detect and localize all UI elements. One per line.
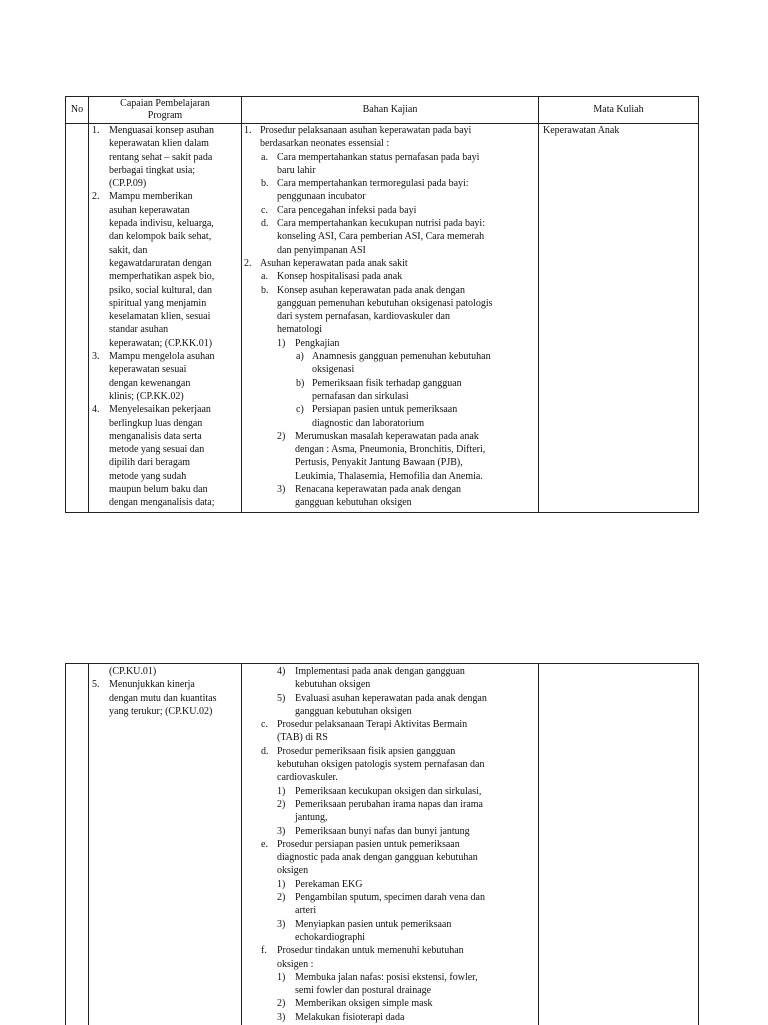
list-item-text: Cara mempertahankan termoregulasi pada bayi: penggunaan incubator	[277, 178, 469, 203]
list-item-text: Cara pencegahan infeksi pada bayi	[277, 204, 417, 216]
list-marker: f.	[261, 945, 267, 957]
list-item-text: Menunjukkan kinerja dengan mutu dan kuantitas yang terukur; (CP.KU.02)	[109, 679, 217, 717]
list-item-text: Mampu mengelola asuhan keperawatan sesuai dengan kewenangan klinis; (CP.KK.02)	[109, 351, 215, 402]
list-item	[90, 124, 240, 190]
list-item	[242, 350, 538, 377]
capaian-pembelajaran-cell	[90, 665, 240, 1025]
list-marker: 1.	[244, 125, 252, 136]
header-no: No	[70, 104, 84, 115]
list-item-text: Prosedur pelaksanaan Terapi Aktivitas Bermain (TAB) di RS	[277, 719, 468, 744]
capaian-pembelajaran-cell	[90, 124, 240, 512]
list-marker: 4.	[92, 404, 100, 416]
list-item	[242, 665, 538, 692]
list-item	[242, 217, 538, 257]
list-item-text: Pengkajian	[295, 337, 340, 349]
list-item	[242, 825, 538, 838]
list-marker: 2)	[277, 798, 286, 810]
list-item-text: Pemeriksaan bunyi nafas dan bunyi jantung	[295, 825, 470, 837]
column-divider	[88, 664, 89, 1025]
bahan-kajian-cell	[242, 124, 538, 512]
header-capaian-pembelajaran: Capaian Pembelajaran Program	[120, 98, 210, 121]
list-marker: 3)	[277, 484, 286, 496]
list-item-text: Mampu memberikan asuhan keperawatan kepada indivisu, keluarga, dan kelompok baik sehat, sakit, dan kegawatdaruratan dengan memperhatikan aspek bio, psiko, social kultural, dan spiritual yang menjamin keselamatan klien, sesuai standar asuhan keperawatan; (CP.KK.01)	[109, 191, 215, 349]
list-item-text: Melakukan fisioterapi dada	[295, 1011, 405, 1023]
list-marker: c.	[261, 719, 268, 731]
list-item-text: Renacana keperawatan pada anak dengan gangguan kebutuhan oksigen	[295, 484, 462, 509]
bahan-kajian-cell	[242, 665, 538, 1025]
list-item	[242, 878, 538, 891]
list-item-text: Cara mempertahankan kecukupan nutrisi pada bayi: konseling ASI, Cara pemberian ASI, Cara memerah dan penyimpanan ASI	[277, 218, 485, 256]
list-item-text: Asuhan keperawatan pada anak sakit	[260, 257, 408, 269]
list-item	[242, 284, 538, 337]
list-item	[242, 483, 538, 510]
list-item	[242, 270, 538, 283]
list-item	[242, 838, 538, 878]
list-item	[242, 798, 538, 825]
list-item	[90, 403, 240, 509]
list-marker: d.	[261, 745, 269, 757]
list-item-text: Membuka jalan nafas: posisi ekstensi, fowler, semi fowler dan postural drainage	[295, 971, 478, 997]
list-marker: a.	[261, 151, 268, 163]
list-item-text: Konsep hospitalisasi pada anak	[277, 271, 403, 283]
list-marker: 5)	[277, 692, 286, 704]
list-marker: a)	[296, 351, 304, 363]
list-marker: a.	[261, 271, 268, 283]
list-item	[242, 891, 538, 918]
list-item	[90, 350, 240, 403]
list-item-text: Prosedur pelaksanaan asuhan keperawatan pada bayi berdasarkan neonates essensial :	[260, 125, 472, 150]
list-marker: 4)	[277, 666, 286, 677]
list-marker: c.	[261, 204, 268, 216]
list-item	[242, 692, 538, 719]
list-item	[242, 997, 538, 1010]
list-item	[242, 377, 538, 404]
list-item-text: Menyiapkan pasien untuk pemeriksaan echokardiographi	[295, 918, 452, 943]
list-item-text: Pengambilan sputum, specimen darah vena dan arteri	[295, 892, 485, 917]
list-marker: c)	[296, 404, 304, 416]
list-item	[242, 257, 538, 270]
header-bahan-kajian: Bahan Kajian	[362, 104, 418, 115]
list-item	[242, 785, 538, 798]
list-item	[242, 337, 538, 350]
list-marker: 1)	[277, 878, 286, 890]
list-item-text: Prosedur persiapan pasien untuk pemeriksaan diagnostic pada anak dengan gangguan kebutuhan oksigen	[277, 838, 478, 877]
list-item-text: Menguasai konsep asuhan keperawatan klien dalam rentang sehat – sakit pada berbagai tingkat usia; (CP.P.09)	[109, 125, 214, 190]
list-item-text: Anamnesis gangguan pemenuhan kebutuhan oksigenasi	[312, 351, 491, 376]
list-marker: 1.	[92, 125, 100, 136]
list-marker: b)	[296, 377, 305, 389]
list-marker: b.	[261, 284, 269, 296]
list-item-text: Pemeriksaan kecukupan oksigen dan sirkulasi,	[295, 785, 482, 797]
competency-table-page-2	[65, 663, 699, 1025]
column-divider	[88, 97, 89, 512]
column-divider	[538, 97, 539, 512]
list-marker: e.	[261, 838, 268, 850]
list-marker: 1)	[277, 785, 286, 797]
list-item-text: Pemeriksaan fisik terhadap gangguan pernafasan dan sirkulasi	[312, 377, 462, 402]
list-marker: 2)	[277, 430, 286, 442]
list-marker: 1)	[277, 971, 286, 983]
list-item-text: Prosedur pemeriksaan fisik apsien gangguan kebutuhan oksigen patologis system pernafasan dan cardiovaskuler.	[277, 745, 485, 784]
list-marker: 2)	[277, 998, 286, 1010]
list-item-text: Persiapan pasien untuk pemeriksaan diagnostic dan laboratorium	[312, 404, 458, 429]
list-marker: 3)	[277, 918, 286, 930]
list-marker: 3)	[277, 825, 286, 837]
list-marker: d.	[261, 218, 269, 230]
list-marker: b.	[261, 178, 269, 190]
competency-table-page-1	[65, 96, 699, 513]
list-item	[242, 151, 538, 178]
list-marker: 3.	[92, 351, 100, 363]
list-item	[242, 1011, 538, 1024]
list-item	[242, 204, 538, 217]
list-item-text: Pemeriksaan perubahan irama napas dan irama jantung,	[295, 798, 483, 824]
list-item	[242, 971, 538, 998]
list-item-text: Perekaman EKG	[295, 878, 363, 890]
list-marker: 2)	[277, 892, 286, 904]
list-item	[242, 403, 538, 430]
list-item	[242, 177, 538, 204]
column-divider	[538, 664, 539, 1025]
list-item-text: Evaluasi asuhan keperawatan pada anak dengan gangguan kebutuhan oksigen	[295, 692, 487, 717]
list-item	[242, 745, 538, 785]
list-marker: 2.	[244, 257, 252, 269]
mata-kuliah-cell: Keperawatan Anak	[543, 125, 620, 136]
list-item-text: Konsep asuhan keperawatan pada anak dengan gangguan pemenuhan kebutuhan oksigenasi patologis dari system pernafasan, kardiovaskuler dan hematologi	[277, 284, 493, 336]
list-marker: 3)	[277, 1011, 286, 1023]
list-item-text: (CP.KU.01)	[109, 666, 157, 677]
list-item	[242, 124, 538, 151]
list-item	[242, 918, 538, 945]
list-item-text: Merumuskan masalah keperawatan pada anak dengan : Asma, Pneumonia, Bronchitis, Difteri, Pertusis, Penyakit Jantung Bawaan (PJB), Leukimia, Thalasemia, Hemofilia dan Anemia.	[295, 430, 486, 482]
list-marker: 2.	[92, 191, 100, 203]
list-marker: 5.	[92, 679, 100, 691]
list-item	[242, 944, 538, 971]
list-marker: 1)	[277, 337, 286, 349]
list-item	[90, 190, 240, 350]
list-item-text: Cara mempertahankan status pernafasan pada bayi baru lahir	[277, 151, 480, 176]
list-item-text: Implementasi pada anak dengan gangguan kebutuhan oksigen	[295, 666, 465, 691]
list-item	[242, 718, 538, 745]
list-item-text: Prosedur tindakan untuk memenuhi kebutuhan oksigen :	[277, 945, 464, 970]
list-item	[242, 430, 538, 483]
list-item	[90, 665, 240, 678]
list-item-text: Menyelesaikan pekerjaan berlingkup luas dengan menganalisis data serta metode yang sesuai dan dipilih dari beragam metode yang sudah maupun belum baku dan dengan menganalisis data;	[109, 404, 215, 509]
list-item-text: Memberikan oksigen simple mask	[295, 998, 433, 1010]
list-item	[90, 678, 240, 718]
header-mata-kuliah: Mata Kuliah	[593, 104, 644, 115]
